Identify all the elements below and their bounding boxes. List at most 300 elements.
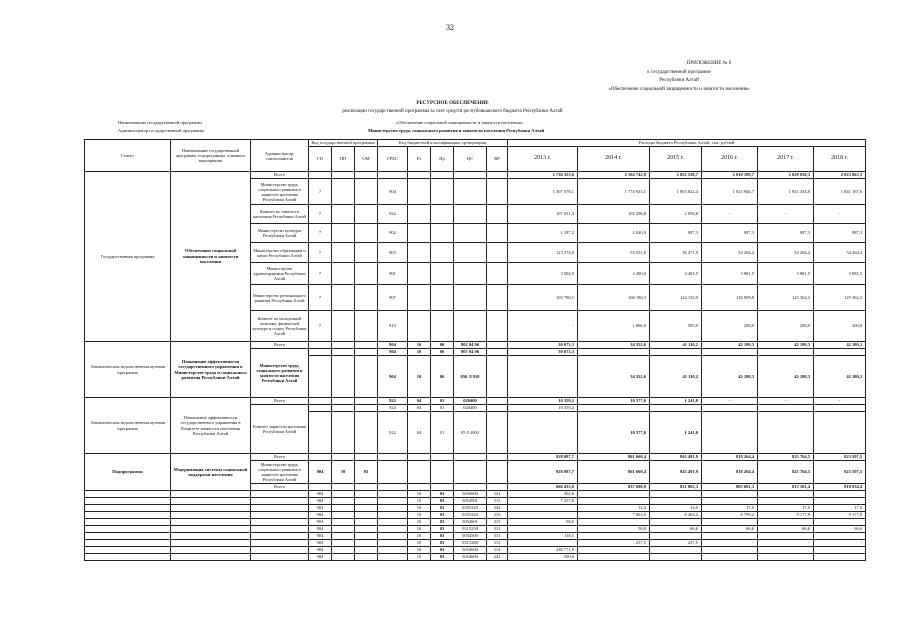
table-row [85,398,866,405]
cell [85,547,171,554]
cell: 802 04 06 [454,342,487,349]
cell [355,526,378,533]
cell: 818 264,4 [702,454,758,461]
cell [251,540,309,547]
cell [332,526,355,533]
cell: 056 Л 910 [454,356,487,398]
cell [171,519,251,526]
row-admin: Министерство культуры Республики Алтай [251,224,309,243]
cell [378,547,408,554]
row-label: Всего [251,172,309,179]
row-admin: Комитет по молодежной политике, физической культуре и спорту Республики Алтай [251,311,309,342]
cell: - [702,205,758,224]
cell: 42 180,3 [702,342,758,349]
cell: 8 463,3 [650,512,702,519]
cell: 904 [309,505,332,512]
cell: 03 [431,491,454,498]
cell [251,547,309,554]
cell [378,540,408,547]
cell: 200,0 [702,311,758,342]
cell [355,505,378,512]
cell [332,519,355,526]
detail-row [85,540,866,547]
cell: 861 660,4 [578,454,650,461]
cell [85,540,171,547]
cell [355,533,378,540]
header-code-bk: Код бюджетной классификации, ср/мероприя [378,140,508,147]
cell: 41 110,2 [650,342,702,349]
cell [171,554,251,561]
cell [508,512,578,519]
cell: 7 [309,243,332,263]
cell: 020400 [454,405,487,412]
cell [814,498,866,505]
avc2-admin: Комитет занятости населения Республики Алтай [251,405,309,454]
detail-row [85,498,866,505]
cell: 0355220 [454,505,487,512]
admin-value: Министерство труда, социального развития и занятости населения Республики Алтай [368,128,545,133]
header-col: ГП [309,147,332,172]
cell: 313 [487,519,508,526]
cell: 904 [309,491,332,498]
table-row [85,172,866,179]
cell: 904 [309,519,332,526]
cell: 0355220 [454,512,487,519]
sub-status: Подпрограмма [85,454,171,491]
cell: 823 597,5 [814,454,866,461]
cell [85,533,171,540]
cell: 1 241,0 [650,398,702,405]
cell: 7 [309,224,332,243]
cell [85,491,171,498]
cell: 825 764,5 [758,461,814,484]
header-year: 2013 г. [508,147,578,172]
cell: 58,0 [508,519,578,526]
cell: 10 359,2 [508,398,578,405]
cell: 843 491,9 [650,461,702,484]
cell [251,526,309,533]
program-label: Наименование государственной программы [118,120,203,125]
cell: 3 881,5 [814,263,866,285]
cell: 103 780,1 [508,285,578,311]
cell: 200,0 [758,311,814,342]
cell [578,547,650,554]
cell: 05 0 2002 [454,412,487,454]
cell: 12,4 [578,505,650,512]
cell [650,554,702,561]
cell: 03 [431,512,454,519]
cell [171,526,251,533]
cell [85,526,171,533]
cell [171,491,251,498]
cell: - [508,311,578,342]
detail-row [85,519,866,526]
cell: 10 [408,533,431,540]
cell: 10 359,2 [508,405,578,412]
cell [355,498,378,505]
cell [378,526,408,533]
cell: 0315230 [454,526,487,533]
cell: 03 [431,533,454,540]
cell: 3 502,9 [508,263,578,285]
cell: 987,3 [758,224,814,243]
cell [332,512,355,519]
cell: 10 377,6 [578,398,650,405]
cell [378,505,408,512]
table-row [85,454,866,461]
detail-row [85,505,866,512]
cell: 020400 [454,398,487,405]
detail-row [85,533,866,540]
cell: 903 [378,243,408,263]
cell [650,533,702,540]
cell: 825 764,5 [758,454,814,461]
detail-row [85,547,866,554]
row-label: Всего [251,398,309,405]
sub-name: Модернизация системы социальной поддержки населения [171,454,251,491]
cell [578,533,650,540]
resource-table [84,139,866,561]
appendix-line: Республики Алтай [659,78,699,83]
cell: 313 [487,512,508,519]
cell: 9 177,9 [758,512,814,519]
cell: 904 [309,526,332,533]
cell: 987,3 [650,224,702,243]
cell: 2 010 189,7 [702,172,758,179]
cell: 10 [408,526,431,533]
cell: 01 [431,398,454,405]
cell: 666 433,0 [508,484,578,491]
cell: 1 066,0 [578,311,650,342]
cell: 1 187,2 [508,224,578,243]
cell: 922 [378,205,408,224]
header-col: ЦС [454,147,487,172]
cell: 2 052 538,7 [650,172,702,179]
cell [171,547,251,554]
cell: 2 104 742,8 [578,172,650,179]
appendix-block [559,60,799,94]
cell: 58,0 [578,526,650,533]
admin-label: Администратор государственной программы [118,128,205,133]
cell: 0315280 [454,540,487,547]
cell: 5054600 [454,547,487,554]
cell: 7 [309,285,332,311]
cell: 5052001 [454,498,487,505]
cell: 124 133,9 [650,285,702,311]
cell: 314 [487,547,508,554]
cell [171,540,251,547]
cell: 1 774 923,1 [578,179,650,205]
cell: 313 [487,533,508,540]
cell [355,540,378,547]
cell: 1 307 078,1 [508,179,578,205]
cell: 2 056,8 [650,205,702,224]
cell [251,533,309,540]
cell [85,554,171,561]
cell: 818 264,4 [702,461,758,484]
cell: 06 [431,342,454,349]
cell [814,533,866,540]
cell: 904 [309,554,332,561]
cell: 03 [431,526,454,533]
cell: 66,6 [702,526,758,533]
cell: 10 [408,540,431,547]
cell [171,512,251,519]
cell [378,554,408,561]
cell: 10 [408,505,431,512]
cell: 34 352,6 [578,356,650,398]
cell [355,519,378,526]
cell [814,519,866,526]
row-label: Всего [251,484,309,491]
cell: 922 [378,398,408,405]
cell: - [702,540,758,547]
cell [171,533,251,540]
cell: - [814,398,866,405]
cell: 237,5 [650,540,702,547]
cell: 244 [487,505,508,512]
cell [85,512,171,519]
cell: 907 [378,285,408,311]
cell: 8 799,2 [702,512,758,519]
cell: 928 087,7 [508,461,578,484]
cell: 125 362,3 [758,285,814,311]
cell: 41 110,2 [650,356,702,398]
cell [758,491,814,498]
cell: 03 [431,554,454,561]
cell: 904 [378,342,408,349]
cell [378,533,408,540]
cell: 913 [378,311,408,342]
title-sub: реализации государственной программы за счет средств республиканского бюджета Республики Алтай [342,108,563,114]
cell [85,505,171,512]
cell: 861 660,4 [578,461,650,484]
cell: 1 843 334,8 [758,179,814,205]
cell: 03 [431,505,454,512]
cell: 1 736 353,6 [508,172,578,179]
cell [251,491,309,498]
cell: 585,0 [650,311,702,342]
cell: 10 [408,356,431,398]
cell: 10 [408,547,431,554]
cell: 7 863,0 [578,512,650,519]
cell: - [814,540,866,547]
cell: 17,0 [814,505,866,512]
cell: 166 186,3 [578,285,650,311]
gp-name: Обеспечение социальной защищенности и занятости населения [171,172,251,342]
detail-row [85,526,866,533]
cell: 313 [487,498,508,505]
cell: 904 [309,498,332,505]
cell: 04 [408,412,431,454]
cell [702,519,758,526]
avc2-status: Аналитическая ведомственная целевая программа [85,398,171,454]
cell: 03 [431,547,454,554]
cell: 66,6 [814,526,866,533]
cell: 7 257,0 [508,498,578,505]
cell: 807 04 06 [454,349,487,356]
cell: 10 [408,554,431,561]
cell [702,498,758,505]
cell: 831 002,3 [650,484,702,491]
cell: 30 073,3 [508,349,578,356]
header-year: 2014 г. [578,147,650,172]
header-year: 2016 г. [702,147,758,172]
cell [758,519,814,526]
cell: 226 771,0 [508,547,578,554]
cell [85,519,171,526]
cell [758,547,814,554]
cell: 2 040,0 [578,224,650,243]
cell [332,491,355,498]
cell: - [758,205,814,224]
cell: 313 [487,526,508,533]
cell: - [814,205,866,224]
cell: 66,6 [650,526,702,533]
header-code-gp: Код государственной программы [309,140,378,147]
cell: 125 362,3 [814,285,866,311]
cell [758,533,814,540]
cell: 10 377,6 [578,412,650,454]
cell: 1 241,0 [650,412,702,454]
cell: 4 490,0 [578,263,650,285]
cell: 904 [309,533,332,540]
cell: 10 [408,342,431,349]
cell: 10 [408,519,431,526]
cell: 823 597,5 [814,461,866,484]
cell: 06 [431,349,454,356]
cell: 01 [431,405,454,412]
appendix-line: ПРИЛОЖЕНИЕ № 6 [686,61,732,66]
cell: 904 [309,547,332,554]
cell: 10 [408,491,431,498]
cell [251,519,309,526]
cell [702,547,758,554]
cell: 04 [408,405,431,412]
row-label: Всего [251,454,309,461]
cell: 03 [431,498,454,505]
document-title [0,100,905,115]
cell: 7 [309,205,332,224]
cell [758,554,814,561]
cell: 843 491,9 [650,454,702,461]
cell: 7 [309,311,332,342]
cell: 14,0 [650,505,702,512]
cell [332,505,355,512]
cell [378,519,408,526]
cell: 237,5 [578,540,650,547]
cell: 54 264,4 [814,243,866,263]
cell: 42 180,3 [814,356,866,398]
program-value: «Обеспечение социальной защищенности и занятости населения» [396,120,524,125]
cell [814,554,866,561]
page-number: 32 [446,23,454,32]
cell: 904 [378,356,408,398]
cell: 922 [378,412,408,454]
cell [650,547,702,554]
cell: 42 180,3 [758,342,814,349]
cell: 200,0 [814,311,866,342]
header-name: Наименование государственной программы, подпрограммы, основного мероприятия [171,140,251,172]
cell: 10 [408,512,431,519]
cell [508,356,578,398]
cell [171,498,251,505]
cell [355,491,378,498]
row-admin: Министерство образования и науки Республики Алтай [251,243,309,263]
detail-row [85,512,866,519]
detail-row [85,491,866,498]
cell: 904 [378,349,408,356]
cell [332,554,355,561]
row-admin: Министерство здравоохранения Республики Алтай [251,263,309,285]
cell [814,491,866,498]
cell: - [758,398,814,405]
cell [355,547,378,554]
cell [578,519,650,526]
cell: 4 481,5 [650,263,702,285]
cell [650,491,702,498]
cell [578,491,650,498]
cell: 01 [431,412,454,454]
cell: 5054601 [454,519,487,526]
cell [508,526,578,533]
cell [332,533,355,540]
cell [578,498,650,505]
avc1-status: Аналитическая ведомственная целевая программа [85,342,171,398]
cell: - [758,540,814,547]
cell: 42 180,3 [758,356,814,398]
cell [85,498,171,505]
cell: 987,3 [702,224,758,243]
cell: 904 [309,540,332,547]
cell [378,491,408,498]
cell: 810 934,4 [814,484,866,491]
cell [171,505,251,512]
cell: 901 [378,263,408,285]
appendix-line: к государственной программе [647,69,711,75]
cell: 242 [487,554,508,561]
cell: 192 296,8 [578,205,650,224]
cell: 904 [378,179,408,205]
cell: - [702,398,758,405]
cell: 902 [378,224,408,243]
cell: 06 [431,356,454,398]
cell [378,512,408,519]
header-year: 2018 г. [814,147,866,172]
cell: 123 374,0 [508,243,578,263]
cell: 126 909,8 [702,285,758,311]
cell: 197 631,3 [508,205,578,224]
cell [702,491,758,498]
cell: 904 [309,461,332,484]
row-label: Всего [251,342,309,349]
cell: 66,6 [758,526,814,533]
cell [355,512,378,519]
cell: 54 264,4 [758,243,814,263]
cell: 5054600 [454,554,487,561]
cell: 2 023 863,3 [814,172,866,179]
header-year: 2015 г. [650,147,702,172]
header-expenses: Расходы бюджета Республики Алтай, тыс. рублей [508,140,866,147]
header-col: ПП [332,147,355,172]
detail-row [85,554,866,561]
cell [650,498,702,505]
cell: 1 823 946,7 [702,179,758,205]
cell: 17,0 [758,505,814,512]
cell: 03 [355,461,378,484]
cell: 3 881,5 [702,263,758,285]
cell [332,498,355,505]
